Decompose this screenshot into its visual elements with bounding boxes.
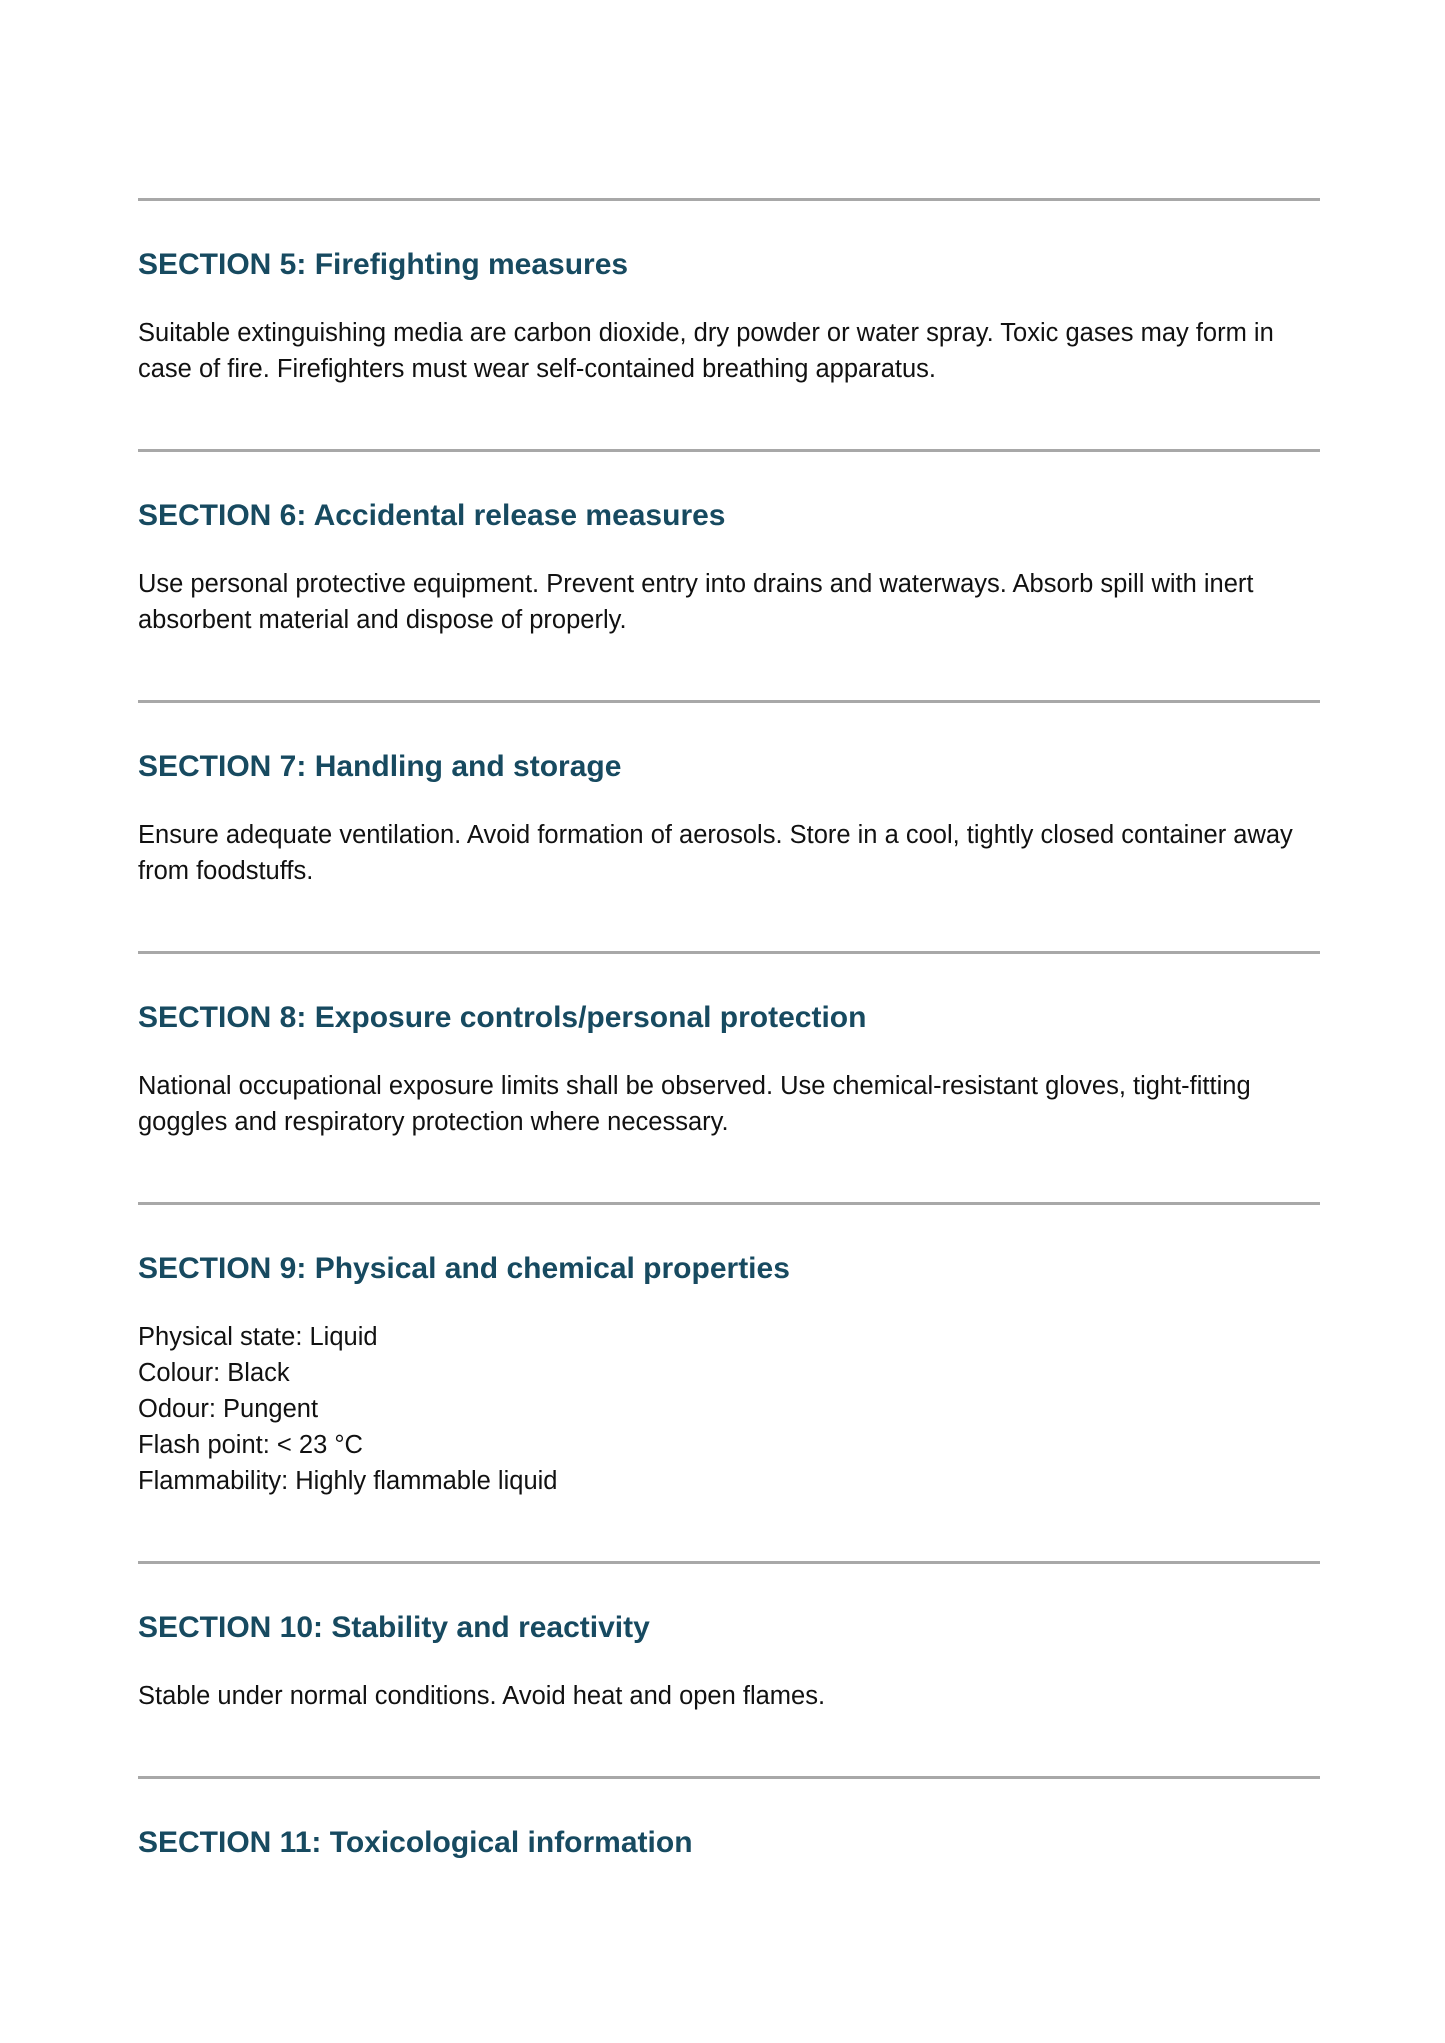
section-6 [138, 496, 1320, 638]
section-5-title: SECTION 5: Firefighting measures [138, 248, 629, 281]
section-9-properties [138, 1319, 1320, 1499]
section-10-body [138, 1678, 1320, 1714]
section-5-text: Suitable extinguishing media are carbon dioxide, dry powder or water spray. Toxic gases may form in case of fire. Firefighters must wear self-contained breathing apparatus. [138, 319, 1274, 383]
section-divider [138, 198, 1320, 201]
section-divider [138, 1202, 1320, 1205]
section-5-body [138, 315, 1320, 387]
section-9-title: SECTION 9: Physical and chemical properties [138, 1252, 790, 1285]
document-page [138, 198, 1320, 1863]
property-physical-state: Physical state: Liquid [138, 1323, 378, 1351]
section-6-text: Use personal protective equipment. Prevent entry into drains and waterways. Absorb spill with inert absorbent material and dispose of properly. [138, 570, 1254, 634]
property-odour: Odour: Pungent [138, 1395, 319, 1423]
section-8-body [138, 1068, 1320, 1140]
section-8-title: SECTION 8: Exposure controls/personal protection [138, 1001, 867, 1034]
section-11-title: SECTION 11: Toxicological information [138, 1826, 693, 1859]
property-colour: Colour: Black [138, 1359, 290, 1387]
property-flash-point: Flash point: < 23 °C [138, 1431, 363, 1459]
section-8 [138, 998, 1320, 1140]
section-11 [138, 1823, 1320, 1863]
section-6-body [138, 566, 1320, 638]
section-divider [138, 449, 1320, 452]
section-6-title: SECTION 6: Accidental release measures [138, 499, 726, 532]
section-divider [138, 951, 1320, 954]
section-7-text: Ensure adequate ventilation. Avoid formation of aerosols. Store in a cool, tightly closed container away from foodstuffs. [138, 821, 1293, 885]
section-divider [138, 700, 1320, 703]
property-flammability: Flammability: Highly flammable liquid [138, 1467, 558, 1495]
section-5 [138, 245, 1320, 387]
section-10-title: SECTION 10: Stability and reactivity [138, 1611, 650, 1644]
section-divider [138, 1776, 1320, 1779]
section-divider [138, 1561, 1320, 1564]
section-8-text: National occupational exposure limits shall be observed. Use chemical-resistant gloves, tight-fitting goggles and respiratory protection where necessary. [138, 1072, 1251, 1136]
section-7-title: SECTION 7: Handling and storage [138, 750, 622, 783]
section-7-body [138, 817, 1320, 889]
section-10-text: Stable under normal conditions. Avoid heat and open flames. [138, 1682, 826, 1710]
section-10 [138, 1608, 1320, 1714]
section-9 [138, 1249, 1320, 1499]
section-7 [138, 747, 1320, 889]
